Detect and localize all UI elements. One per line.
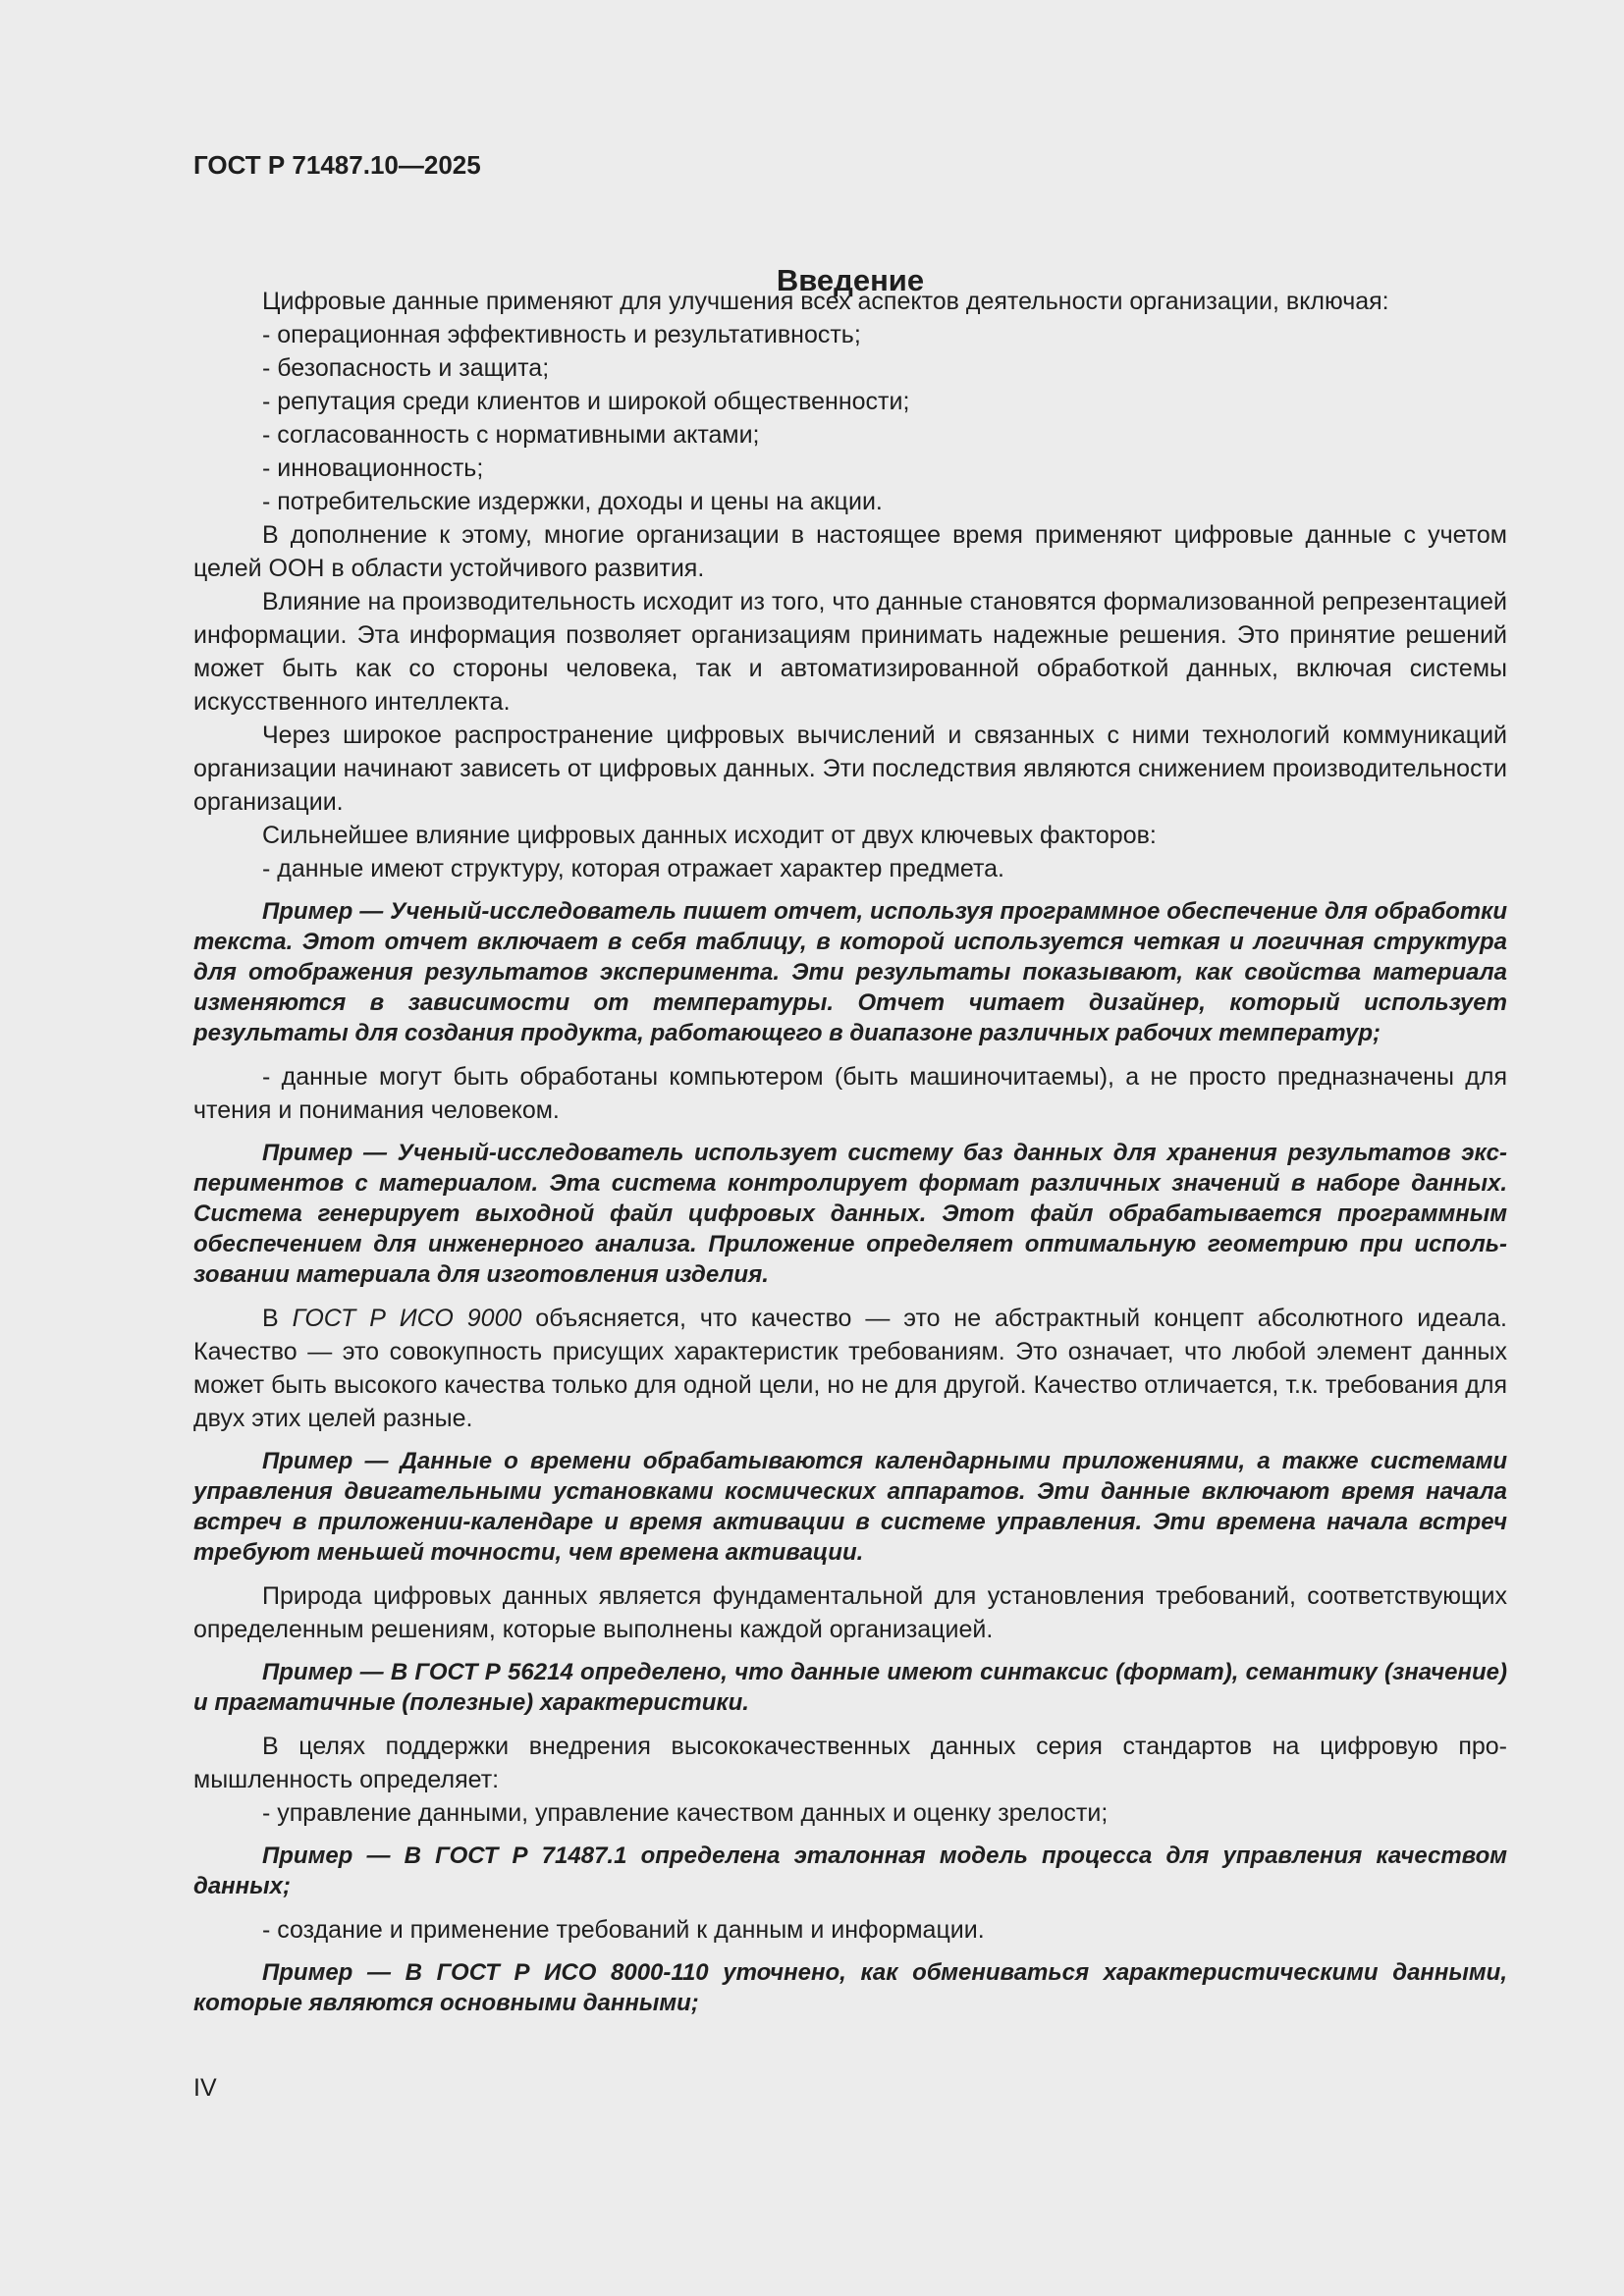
list-item: - операционная эффективность и результативность; — [262, 321, 861, 348]
quality-text-end: объясняется, что качество — это не абстрактный концепт абсолютного идеала. Качество — это совокупность присущих характеристик требованиям. Это означает, что любой элемент данных может быть высокого качества только для одной цели, но не для другой. Качество отличается, т.к. требования для двух этих целей разные. — [193, 1305, 1507, 1432]
example-note: Пример — Данные о времени обрабатываются календарными приложениями, а также системами управления двигательными установками космических аппаратов. Эти данные включают время начала встреч в приложении-календаре и время активации в системе управления. Эти времена начала встреч требуют меньшей точности, чем времена активации. — [193, 1448, 1507, 1566]
list-item: - репутация среди клиентов и широкой общественности; — [262, 388, 910, 415]
quality-text-start: В — [262, 1305, 293, 1332]
document-code: ГОСТ Р 71487.10—2025 — [193, 150, 481, 180]
example-note: Пример — В ГОСТ Р 71487.1 определена эталонная модель процесса для управления качеством данных; — [193, 1842, 1507, 1899]
list-item: - безопасность и защита; — [262, 354, 550, 382]
section-content — [193, 285, 1507, 2030]
example-note: Пример — В ГОСТ Р 56214 определено, что данные имеют синтаксис (формат), семантику (значение) и прагматичные (полезные) характеристики. — [193, 1659, 1507, 1716]
example-note: Пример — Ученый-исследователь пишет отчет, используя программное обеспечение для обработки текста. Этот отчет включает в себя таблицу, в которой используется четкая и логичная структура для отображения результатов эксперимента. Эти результаты показывают, как свойства материала изменяются в зависимости от температуры. Отчет читает дизайнер, который использует результаты для создания продукта, работающего в диапазоне различных рабочих температур; — [193, 898, 1507, 1046]
example-note: Пример — В ГОСТ Р ИСО 8000-110 уточнено, как обмениваться характеристическими данными, которые являются основными данными; — [193, 1959, 1507, 2016]
factor-item: - данные имеют структуру, которая отражает характер предмета. — [262, 855, 1004, 882]
section-title: Введение — [776, 263, 925, 297]
paragraph-spread: Через широкое распространение цифровых вычислений и связанных с ними технологий коммуникаций организации начинают зависеть от цифровых данных. Эти последствия являются снижением производительности организации. — [193, 721, 1507, 816]
intro-paragraph: Цифровые данные применяют для улучшения всех аспектов деятельности организации, включая: — [262, 288, 1389, 315]
paragraph-influence: Влияние на производительность исходит из того, что данные становятся формализованной репрезентацией информации. Эта информация позволяет организациям принимать надежные решения. Это принятие решений может быть как со стороны человека, так и автоматизированной обработкой данных, включая системы искусственного интеллекта. — [193, 588, 1507, 716]
document-page — [193, 145, 1507, 302]
paragraph-quality — [193, 1302, 1507, 1435]
list-item: - инновационность; — [262, 454, 484, 482]
factor-item: - данные могут быть обработаны компьютером (быть машиночитаемы), а не просто предназначены для чтения и понимания человеком. — [193, 1063, 1507, 1124]
series-item: - создание и применение требований к данным и информации. — [262, 1916, 985, 1944]
page-number: IV — [193, 2074, 217, 2102]
example-note: Пример — Ученый-исследователь использует систему баз данных для хранения результатов экспериментов с материалом. Эта система контролирует формат различных значений в наборе данных. Система генерирует выходной файл цифровых данных. Этот файл обрабатывается программным обеспечением для инженерного анализа. Приложение определяет оптимальную геометрию при использовании материала для изготовления изделия. — [193, 1140, 1507, 1288]
list-item: - согласованность с нормативными актами; — [262, 421, 760, 449]
paragraph-nature: Природа цифровых данных является фундаментальной для установления требований, соответствующих определенным решениям, которые выполнены каждой организацией. — [193, 1582, 1507, 1643]
series-item: - управление данными, управление качеством данных и оценку зрелости; — [262, 1799, 1109, 1827]
paragraph-series: В целях поддержки внедрения высококачественных данных серия стандартов на цифровую промышленность определяет: — [193, 1733, 1507, 1793]
list-item: - потребительские издержки, доходы и цены на акции. — [262, 488, 883, 515]
paragraph-factors: Сильнейшее влияние цифровых данных исходит от двух ключевых факторов: — [262, 822, 1157, 849]
standard-reference: ГОСТ Р ИСО 9000 — [292, 1305, 522, 1332]
paragraph-sdg: В дополнение к этому, многие организации в настоящее время применяют цифровые данные с учетом целей ООН в области устойчивого развития. — [193, 521, 1507, 582]
